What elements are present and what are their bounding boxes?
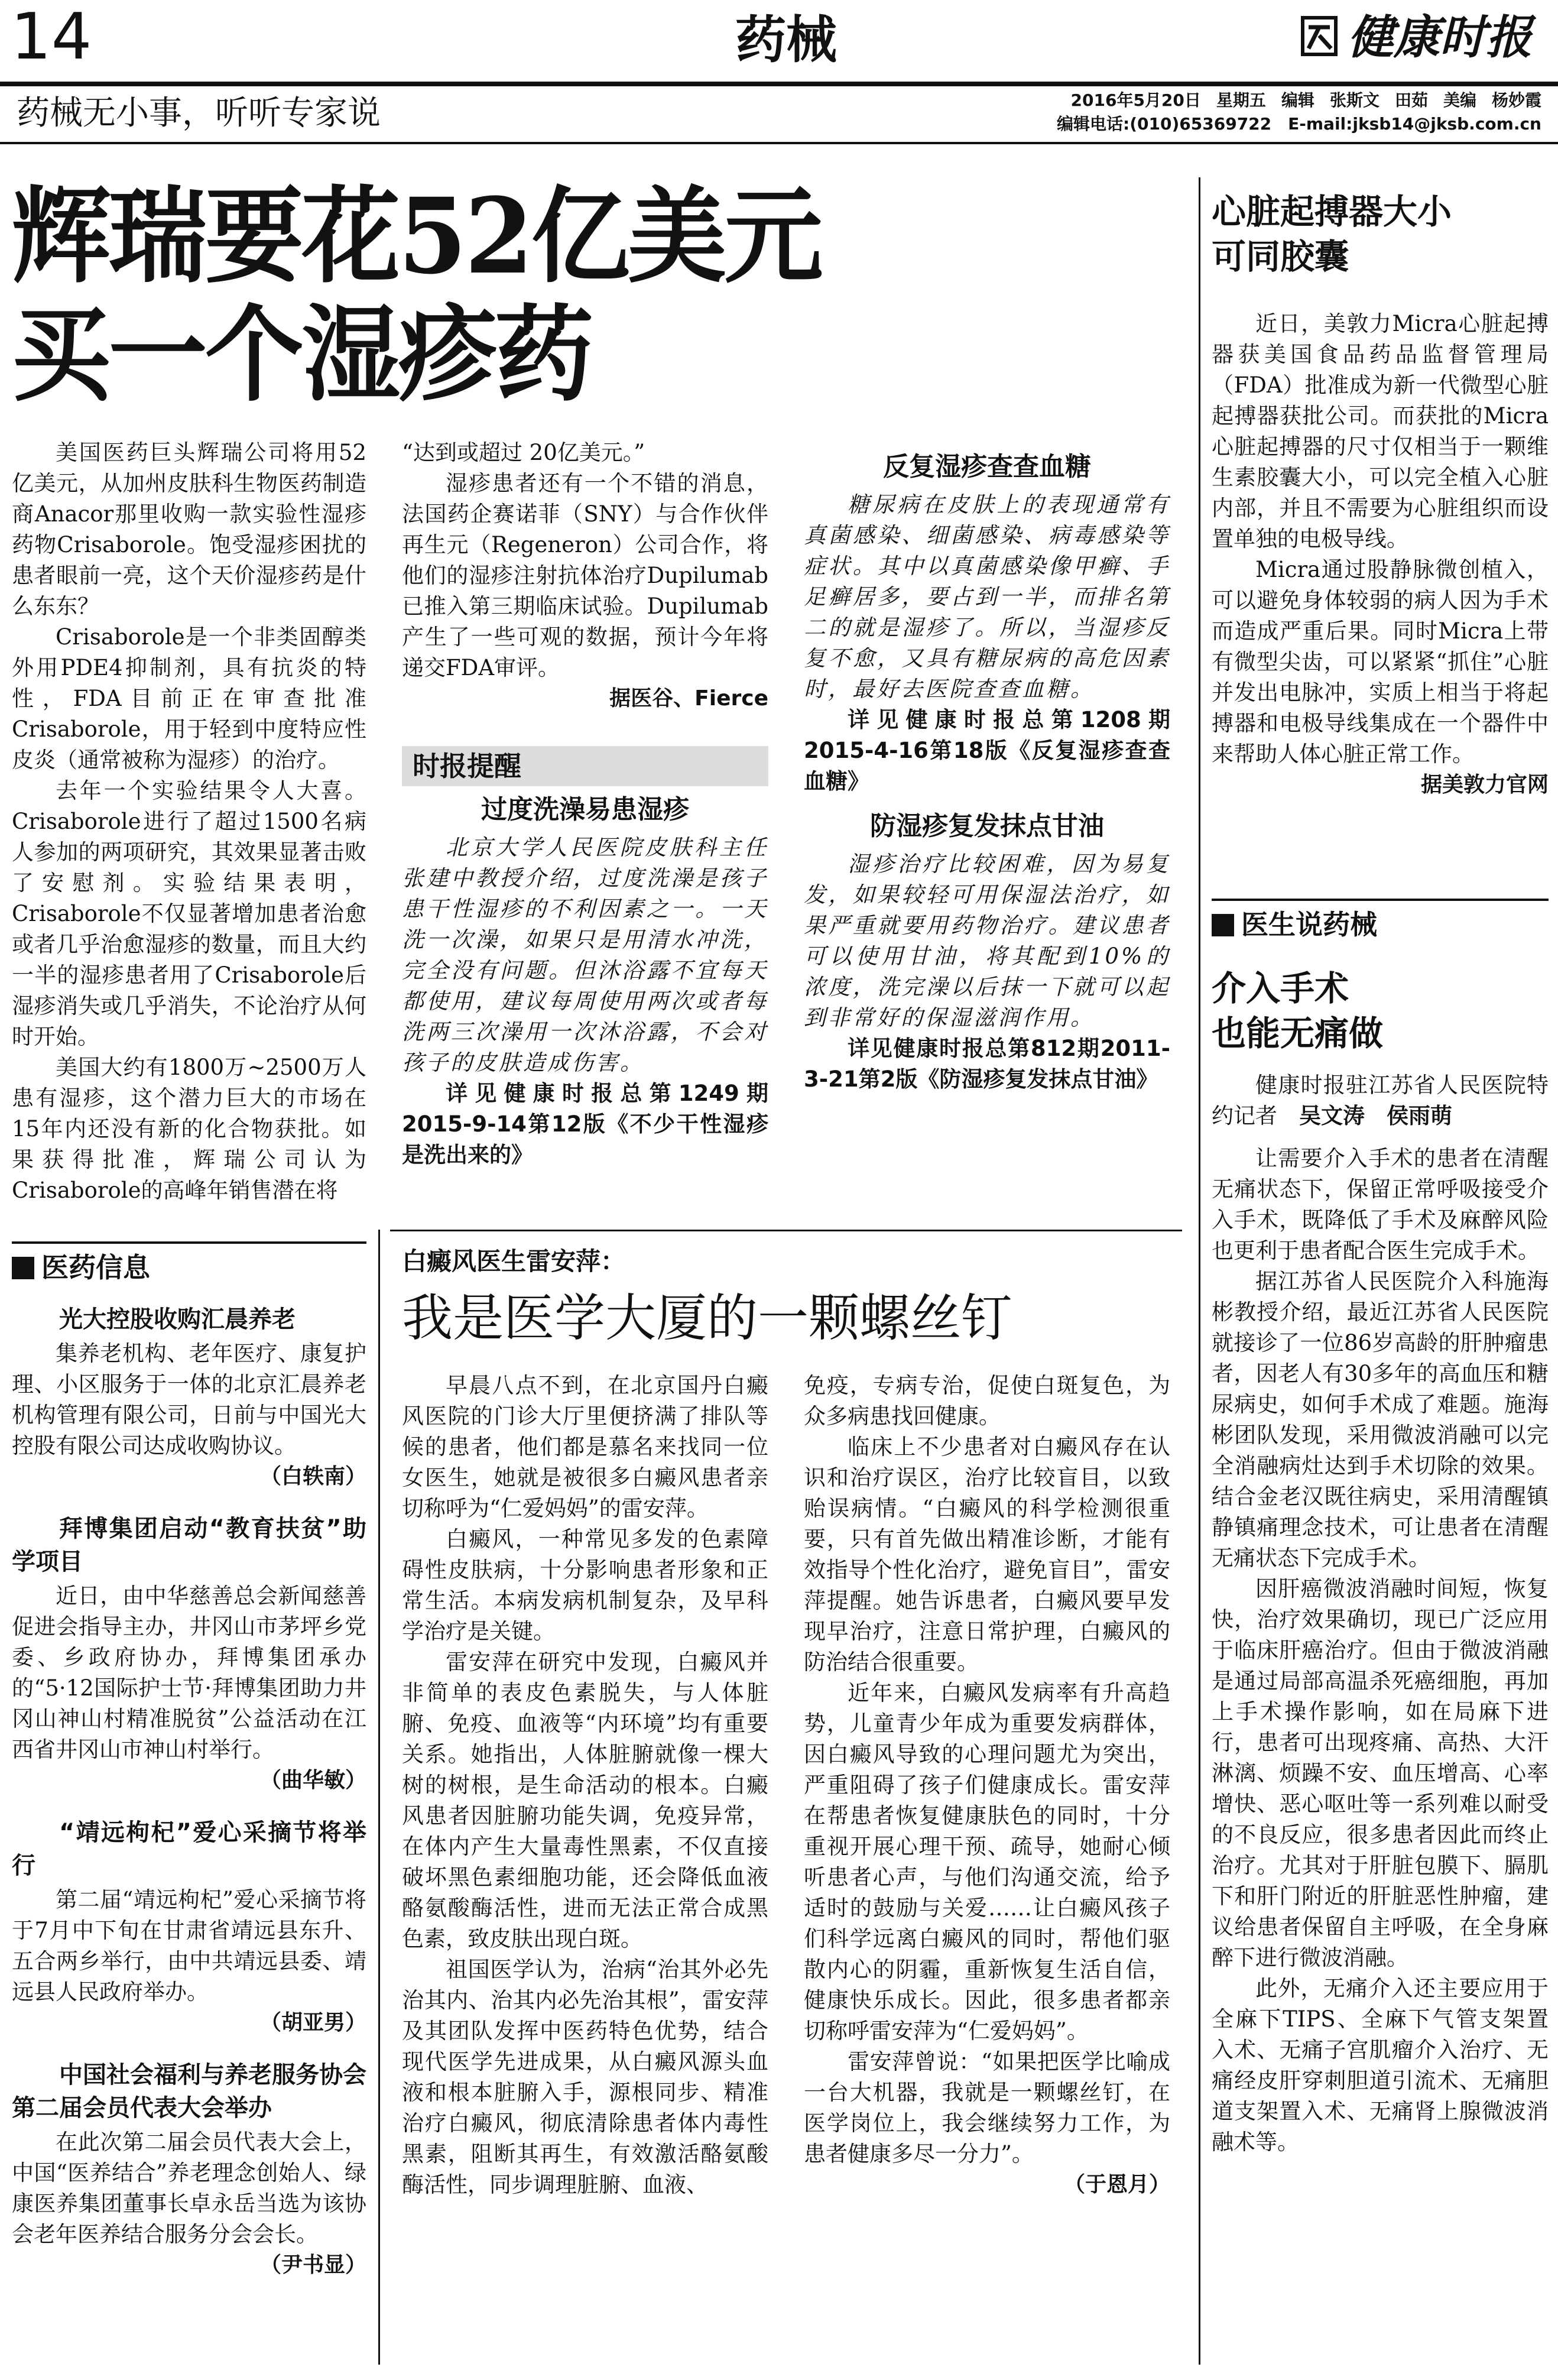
- news-author: （尹书显）: [259, 2253, 366, 2277]
- side-headline-line-1: 介入手术: [1212, 968, 1349, 1009]
- tips-box: [402, 746, 768, 1170]
- tips-column-2: [804, 449, 1170, 1095]
- paragraph: 湿疹患者还有一个不错的消息，法国药企赛诺菲（SNY）与合作伙伴再生元（Regeneron）公司合作，将他们的湿疹注射抗体治疗Dupilumab已推入第三期临床试验。Dupilumab产生了一些可观的数据，预计今年将递交FDA审评。: [402, 471, 768, 680]
- logo-text: 健康时报: [1348, 11, 1533, 64]
- byline: [1212, 1070, 1549, 1131]
- page-number: 14: [11, 0, 92, 74]
- side-headline-line-1: 心脏起搏器大小: [1212, 192, 1452, 232]
- news-body: 近日，由中华慈善总会新闻慈善促进会指导主办，井冈山市茅坪乡党委、乡政府协办，拜博集团承办的“5·12国际护士节·拜博集团助力井冈山神山村精准脱贫”公益活动在江西省井冈山市神山村举行。: [12, 1583, 366, 1762]
- paragraph: 因肝癌微波消融时间短，恢复快，治疗效果确切，现已广泛应用于临床肝癌治疗。但由于微波消融是通过局部高温杀死癌细胞，再加上手术操作影响，如在局麻下进行，患者可出现疼痛、高热、大汗淋漓、烦躁不安、血压增高、心率增快、恶心呕吐等一系列难以耐受的不良反应，很多患者因此而终止治疗。尤其对于肝脏包膜下、膈肌下和肝门附近的肝脏恶性肿瘤，建议给患者保留自主呼吸，在全身麻醉下进行微波消融。: [1212, 1576, 1549, 1970]
- section-title: 药械: [735, 11, 837, 70]
- side-headline-line-2: 可同胶囊: [1212, 236, 1349, 277]
- page-slogan: 药械无小事，听听专家说: [17, 94, 381, 132]
- article-source: 据医谷、Fierce: [609, 686, 768, 711]
- designer-name: 杨妙霞: [1491, 90, 1541, 110]
- logo-icon: [1300, 14, 1342, 61]
- news-body: 集养老机构、老年医疗、康复护理、小区服务于一体的北京汇晨养老机构管理有限公司，日前与中国光大控股有限公司达成收购协议。: [12, 1341, 366, 1458]
- article-source: 据美敦力官网: [1420, 773, 1549, 797]
- lead-column-1: [12, 437, 366, 1206]
- paragraph: 临床上不少患者对白癜风存在认识和治疗误区，治疗比较盲目，以致贻误病情。“白癜风的科学检测很重要，只有首先做出精准诊断，才能有效指导个性化治疗，避免盲目”，雷安萍提醒。她告诉患者，白癜风要早发现早治疗，注意日常护理，白癜风的防治结合很重要。: [804, 1434, 1170, 1675]
- editor-name-2: 田茹: [1394, 90, 1428, 110]
- square-bullet-icon: [12, 1257, 34, 1279]
- lead-column-2: [402, 437, 768, 714]
- doctor-section-label: 医生说药械: [1241, 909, 1377, 941]
- paragraph: 美国大约有1800万~2500万人患有湿疹，这个潜力巨大的市场在15年内还没有新的化合物获批。如果获得批准，辉瑞公司认为Crisaborole的高峰年销售潜在将: [12, 1055, 366, 1203]
- lead-headline-line-1: 辉瑞要花52亿美元: [12, 175, 821, 297]
- tip-reference: 详见健康时报总第1249期2015-9-14第12版《不少干性湿疹是洗出来的》: [402, 1081, 768, 1168]
- tip-body: 湿疹治疗比较困难，因为易复发，如果较轻可用保湿法治疗，如果严重就要用药物治疗。建议患者可以使用甘油，将其配到10%的浓度，洗完澡以后抹一下就可以起到非常好的保湿滋润作用。: [804, 851, 1170, 1030]
- contact-line: 编辑电话:(010)65369722 E-mail:jksb14@jksb.com.cn: [1057, 114, 1541, 134]
- news-title: 中国社会福利与养老服务协会第二届会员代表大会举办: [12, 2061, 366, 2122]
- tips-label: 时报提醒: [402, 746, 768, 786]
- tip-reference: 详见健康时报总第1208期2015-4-16第18版《反复湿疹查查血糖》: [804, 707, 1170, 794]
- news-author: （曲华敏）: [259, 1768, 366, 1792]
- side-headline: [1212, 189, 1549, 279]
- paragraph: 早晨八点不到，在北京国丹白癜风医院的门诊大厅里便挤满了排队等候的患者，他们都是慕名来找同一位女医生，她就是被很多白癜风患者亲切称呼为“仁爱妈妈”的雷安萍。: [402, 1373, 768, 1521]
- news-body: 第二届“靖远枸杞”爱心采摘节将于7月中下旬在甘肃省靖远县东升、五合两乡举行，由中共靖远县委、靖远县人民政府举办。: [12, 1887, 366, 2005]
- paragraph: 此外，无痛介入还主要应用于全麻下TIPS、全麻下气管支架置入术、无痛子宫肌瘤介入治疗、无痛经皮肝穿刺胆道引流术、无痛胆道支架置入术、无痛肾上腺微波消融术等。: [1212, 1976, 1549, 2155]
- column-divider: [378, 1230, 380, 2365]
- paragraph: 白癜风，一种常见多发的色素障碍性皮肤病，十分影响患者形象和正常生活。本病发病机制复杂，及早科学治疗是关键。: [402, 1526, 768, 1644]
- paragraph: Crisaborole是一个非类固醇类外用PDE4抑制剂，具有抗炎的特性，FDA目前正在审查批准Crisaborole，用于轻到中度特应性皮炎（通常被称为湿疹）的治疗。: [12, 624, 366, 773]
- feature-author: （于恩月）: [1063, 2173, 1170, 2197]
- paragraph: 让需要介入手术的患者在清醒无痛状态下，保留正常呼吸接受介入手术，既降低了手术及麻醉风险也更利于患者配合医生完成手术。: [1212, 1146, 1549, 1263]
- paragraph: 去年一个实验结果令人大喜。Crisaborole进行了超过1500名病人参加的两项研究，其效果显著击败了安慰剂。实验结果表明，Crisaborole不仅显著增加患者治愈或者几乎治愈湿疹的数量，而且大约一半的湿疹患者用了Crisaborole后湿疹消失或几乎消失，不论治疗从何时开始。: [12, 778, 366, 1049]
- masthead-rule: [0, 82, 1558, 86]
- news-author: （胡亚男）: [259, 2011, 366, 2035]
- paragraph: 近日，美敦力Micra心脏起搏器获美国食品药品监督管理局（FDA）批准成为新一代微型心脏起搏器获批公司。而获批的Micra心脏起搏器的尺寸仅相当于一颗维生素胶囊大小，可以完全植入心脏内部，并且不需要为心脏组织而设置单独的电极导线。: [1212, 311, 1549, 552]
- edition-info: [1057, 89, 1541, 136]
- lead-headline-line-2: 买一个湿疹药: [12, 293, 592, 416]
- news-author: （白轶南）: [259, 1464, 366, 1489]
- news-title: “靖远枸杞”爱心采摘节将举行: [12, 1819, 366, 1879]
- tip-body: 糖尿病在皮肤上的表现通常有真菌感染、细菌感染、病毒感染等症状。其中以真菌感染像甲癣、手足癣居多，要占到一半，而排名第二的就是湿疹了。所以，当湿疹反复不愈，又具有糖尿病的高危因素时，最好去医院查查血糖。: [804, 492, 1170, 702]
- doctor-section-bar: [1212, 899, 1549, 942]
- side-headline: [1212, 966, 1549, 1056]
- editor-label: 编辑: [1281, 90, 1314, 110]
- masthead-logo: [1300, 8, 1549, 67]
- editor-name: 张斯文: [1329, 90, 1380, 110]
- paragraph: 美国医药巨头辉瑞公司将用52亿美元，从加州皮肤科生物医药制造商Anacor那里收购一款实验性湿疹药物Crisaborole。饱受湿疹困扰的患者眼前一亮，这个天价湿疹药是什么东东？: [12, 440, 366, 619]
- news-section-bar: [12, 1241, 366, 1285]
- paragraph: 雷安萍曾说：“如果把医学比喻成一台大机器，我就是一颗螺丝钉，在医学岗位上，我会继续努力工作，为患者健康多尽一分力”。: [804, 2049, 1170, 2167]
- paragraph: Micra通过股静脉微创植入，可以避免身体较弱的病人因为手术而造成严重后果。同时Micra上带有微型尖齿，可以紧紧“抓住”心脏并发出电脉冲，实质上相当于将起搏器和电极导线集成在一个器件中来帮助人体心脏正常工作。: [1212, 557, 1549, 767]
- news-section: [12, 1241, 366, 2281]
- paragraph: 据江苏省人民医院介入科施海彬教授介绍，最近江苏省人民医院就接诊了一位86岁高龄的肝肿瘤患者，因老人有30多年的高血压和糖尿病史，如何手术成了难题。施海彬团队发现，采用微波消融可以完全消融病灶达到手术切除的效果。结合金老汉既往病史，采用清醒镇静镇痛理念技术，可让患者在清醒无痛状态下完成手术。: [1212, 1269, 1549, 1571]
- side-headline-line-2: 也能无痛做: [1212, 1013, 1384, 1053]
- square-bullet-icon: [1212, 914, 1234, 936]
- byline-affiliation: 健康时报驻江苏省人民医院特约记者: [1212, 1072, 1549, 1129]
- news-title: 光大控股收购汇晨养老: [59, 1306, 296, 1333]
- date-line: [1057, 89, 1541, 112]
- side-story-pacemaker: [1212, 189, 1549, 800]
- tip-title: 防湿疹复发抹点甘油: [870, 811, 1104, 841]
- news-section-label: 医药信息: [41, 1251, 150, 1283]
- section-divider: [390, 1230, 1182, 1231]
- lead-headline: [12, 177, 821, 414]
- tip-body: 北京大学人民医院皮肤科主任张建中教授介绍，过度洗澡是孩子患干性湿疹的不利因素之一。一天洗一次澡，如果只是用清水冲洗，完全没有问题。但沐浴露不宜每天都使用，建议每周使用两次或者每洗两三次澡用一次沐浴露，不会对孩子的皮肤造成伤害。: [402, 835, 768, 1075]
- news-body: 在此次第二届会员代表大会上，中国“医养结合”养老理念创始人、绿康医养集团董事长卓永岳当选为该协会老年医养结合服务分会会长。: [12, 2129, 366, 2247]
- feature-column-2: [804, 1370, 1170, 2200]
- masthead-bottom-rule: [0, 142, 1558, 144]
- byline-authors: 吴文涛 侯雨萌: [1299, 1103, 1452, 1129]
- feature-kicker: 白癜风医生雷安萍：: [402, 1247, 626, 1276]
- feature-headline: 我是医学大厦的一颗螺丝钉: [402, 1289, 1012, 1348]
- tip-title: 过度洗澡易患湿疹: [481, 795, 689, 825]
- weekday: 星期五: [1216, 90, 1266, 110]
- paragraph: 近年来，白癜风发病率有升高趋势，儿童青少年成为重要发病群体，因白癜风导致的心理问题尤为突出，严重阻碍了孩子们健康成长。雷安萍在帮患者恢复健康肤色的同时，十分重视开展心理干预、疏导，她耐心倾听患者心声，与他们沟通交流，给予适时的鼓励与关爱……让白癜风孩子们科学远离白癜风的同时，帮他们驱散内心的阴霾，重新恢复生活自信，健康快乐成长。因此，很多患者都亲切称呼雷安萍为“仁爱妈妈”。: [804, 1680, 1170, 2044]
- side-story-interventional: [1212, 899, 1549, 2158]
- news-title: 拜博集团启动“教育扶贫”助学项目: [12, 1515, 366, 1575]
- tip-title: 反复湿疹查查血糖: [883, 452, 1091, 482]
- tip-reference: 详见健康时报总第812期2011-3-21第2版《防湿疹复发抹点甘油》: [804, 1036, 1170, 1092]
- paragraph: 雷安萍在研究中发现，白癜风并非简单的表皮色素脱失，与人体脏腑、免疫、血液等“内环境”均有重要关系。她指出，人体脏腑就像一棵大树的树根，是生命活动的根本。白癜风患者因脏腑功能失调，免疫异常，在体内产生大量毒性黑素，不仅直接破坏黑色素细胞功能，还会降低血液酪氨酸酶活性，进而无法正常合成黑色素，致皮肤出现白斑。: [402, 1649, 768, 1951]
- feature-column-1: [402, 1370, 768, 2200]
- issue-date: 2016年5月20日: [1070, 90, 1201, 110]
- paragraph: “达到或超过 20亿美元。”: [402, 440, 645, 465]
- paragraph: 免疫，专病专治，促使白斑复色，为众多病患找回健康。: [804, 1373, 1170, 1429]
- paragraph: 祖国医学认为，治病“治其外必先治其内、治其内必先治其根”，雷安萍及其团队发挥中医药特色优势，结合现代医学先进成果，从白癜风源头血液和根本脏腑入手，源根同步、精准治疗白癜风，彻底清除患者体内毒性黑素，阻断其再生，有效激活酪氨酸酶活性，同步调理脏腑、血液、: [402, 1957, 768, 2197]
- column-divider: [1199, 177, 1200, 2365]
- designer-label: 美编: [1443, 90, 1476, 110]
